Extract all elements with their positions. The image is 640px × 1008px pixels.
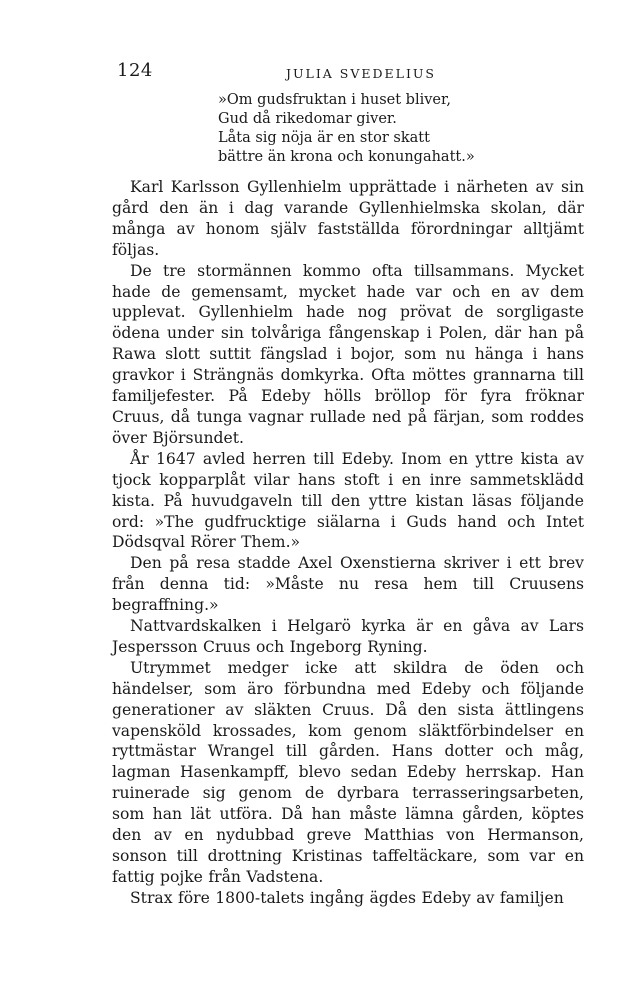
- paragraph: År 1647 avled herren till Edeby. Inom en yttre kista av tjock kopparplåt vilar hans stoft i en inre sammetsklädd kista. På huvudgaveln till den yttre kistan läsas följande ord: »The gudfrucktige siälarna i Guds hand och Intet Dödsqval Rörer Them.»: [112, 449, 584, 552]
- paragraph: Strax före 1800-talets ingång ägdes Edeby av familjen: [130, 888, 564, 907]
- page-number: 124: [117, 60, 153, 81]
- paragraph: Utrymmet medger icke att skildra de öden och händelser, som äro förbundna med Edeby och följande generationer av släkten Cruus. Då den sista ättlingens vapensköld krossades, kom genom släktförbindelser en ryttmästar Wrangel till gården. Hans dotter och måg, lagman Hasenkampff, blevo sedan Edeby herrskap. Han ruinerade sig genom de dyrbara terrasseringsarbeten, som han lät utföra. Då han måste lämna gården, köptes den av en nydubbad greve Matthias von Hermanson, sonson till drottning Kristinas taffeltäckare, som var en fattig pojke från Vadstena.: [112, 658, 584, 886]
- body-text: [112, 177, 584, 909]
- paragraph: Nattvardskalken i Helgarö kyrka är en gåva av Lars Jespersson Cruus och Ingeborg Ryning.: [112, 617, 584, 656]
- poem-line: Gud då rikedomar giver.: [218, 111, 397, 127]
- poem-line: »Om gudsfruktan i huset bliver,: [218, 92, 451, 108]
- poem-line: bättre än krona och konungahatt.»: [218, 149, 475, 165]
- poem-line: Låta sig nöja är en stor skatt: [218, 130, 430, 146]
- paragraph: Karl Karlsson Gyllenhielm upprättade i närheten av sin gård den än i dag varande Gyllenhielmska skolan, där många av honom själv fastställda förordningar alltjämt följas.: [112, 178, 584, 259]
- running-title: JULIA SVEDELIUS: [286, 66, 436, 81]
- poem-quote: [218, 91, 475, 167]
- paragraph: De tre stormännen kommo ofta tillsammans. Mycket hade de gemensamt, mycket hade var och en av dem upplevat. Gyllenhielm hade nog prövat de sorgligaste ödena under sin tolvåriga fångenskap i Polen, där han på Rawa slott suttit fängslad i bojor, som nu hänga i hans gravkor i Strängnäs domkyrka. Ofta möttes grannarna till familjefester. På Edeby hölls bröllop för fyra fröknar Cruus, då tunga vagnar rullade ned på färjan, som roddes över Björsundet.: [112, 261, 584, 447]
- paragraph: Den på resa stadde Axel Oxenstierna skriver i ett brev från denna tid: »Måste nu resa hem till Cruusens begraffning.»: [112, 554, 584, 615]
